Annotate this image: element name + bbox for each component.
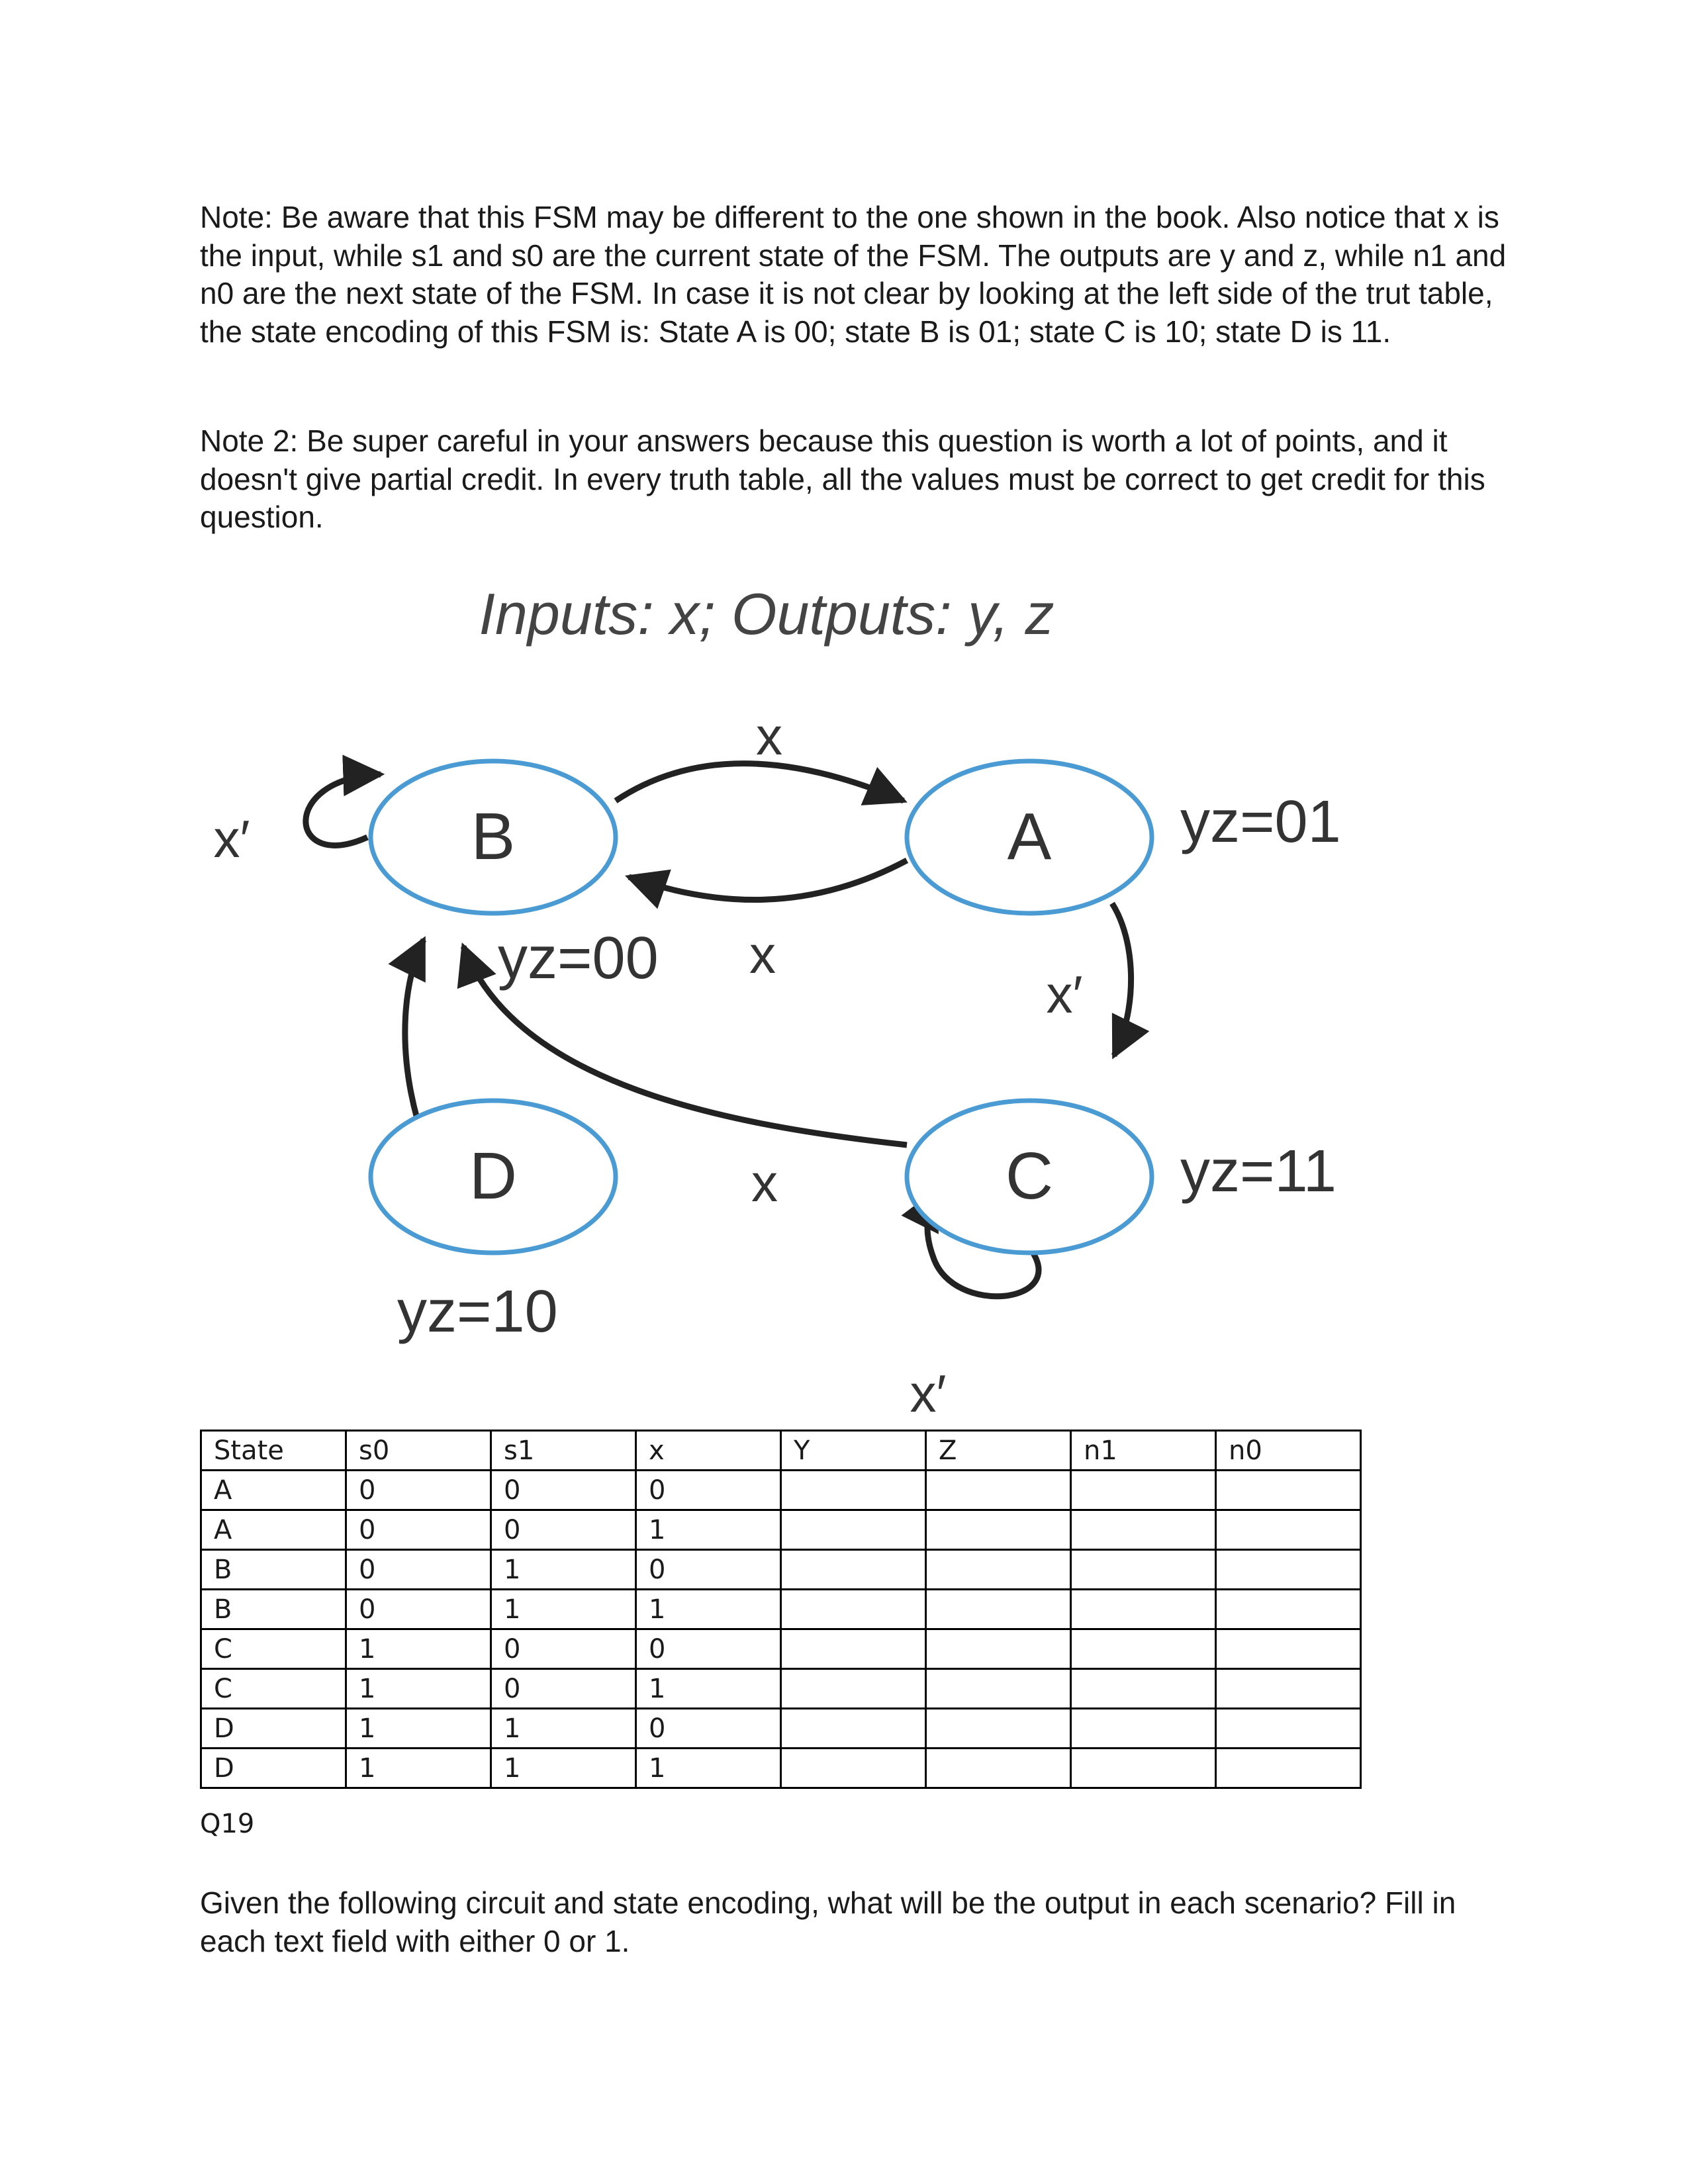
question-prompt [200, 1884, 1524, 1960]
cell-x: 1 [636, 1669, 781, 1709]
cell-x: 1 [636, 1590, 781, 1629]
cell-s0: 0 [346, 1471, 491, 1510]
state-c [907, 1101, 1152, 1253]
cell-n0[interactable] [1216, 1590, 1361, 1629]
cell-y[interactable] [781, 1510, 926, 1550]
column-header-z: Z [926, 1431, 1071, 1471]
transition-label-c-to-b: x [751, 1154, 778, 1212]
cell-state: C [201, 1669, 346, 1709]
cell-state: B [201, 1590, 346, 1629]
cell-n1[interactable] [1071, 1590, 1216, 1629]
state-d [371, 1101, 616, 1253]
cell-n1[interactable] [1071, 1669, 1216, 1709]
cell-y[interactable] [781, 1471, 926, 1510]
cell-s1: 1 [491, 1590, 636, 1629]
table-row [201, 1749, 1361, 1788]
output-label-b: yz=00 [498, 925, 659, 991]
output-label-d: yz=10 [397, 1279, 558, 1345]
cell-state: A [201, 1471, 346, 1510]
column-header-state: State [201, 1431, 346, 1471]
cell-state: A [201, 1510, 346, 1550]
cell-z[interactable] [926, 1709, 1071, 1749]
cell-y[interactable] [781, 1550, 926, 1590]
cell-x: 0 [636, 1550, 781, 1590]
column-header-y: Y [781, 1431, 926, 1471]
table-row [201, 1471, 1361, 1510]
state-a-label: A [1007, 799, 1052, 874]
cell-y[interactable] [781, 1749, 926, 1788]
cell-s1: 0 [491, 1510, 636, 1550]
cell-n1[interactable] [1071, 1749, 1216, 1788]
cell-x: 1 [636, 1749, 781, 1788]
cell-x: 1 [636, 1510, 781, 1550]
note-1-text: Note: Be aware that this FSM may be different to the one shown in the book. Also notice that x is the input, while s1 and s0 are the current state of the FSM. The outputs are y and z, while n1 and n0 are the next state of the FSM. In case it is not clear by looking at the left side of the trut table, the state encoding of this FSM is: State A is 00; state B is 01; state C is 10; state D is 11. [200, 200, 1507, 349]
cell-z[interactable] [926, 1510, 1071, 1550]
cell-s1: 0 [491, 1669, 636, 1709]
cell-x: 0 [636, 1709, 781, 1749]
column-header-s0: s0 [346, 1431, 491, 1471]
cell-n1[interactable] [1071, 1471, 1216, 1510]
state-c-label: C [1005, 1139, 1054, 1213]
cell-n0[interactable] [1216, 1550, 1361, 1590]
table-row [201, 1550, 1361, 1590]
cell-s0: 0 [346, 1590, 491, 1629]
cell-n0[interactable] [1216, 1629, 1361, 1669]
cell-z[interactable] [926, 1550, 1071, 1590]
cell-s0: 1 [346, 1629, 491, 1669]
cell-n0[interactable] [1216, 1709, 1361, 1749]
cell-s1: 0 [491, 1629, 636, 1669]
question-number: Q19 [200, 1809, 255, 1839]
cell-n0[interactable] [1216, 1471, 1361, 1510]
cell-state: B [201, 1550, 346, 1590]
cell-n1[interactable] [1071, 1510, 1216, 1550]
cell-s1: 1 [491, 1550, 636, 1590]
cell-z[interactable] [926, 1471, 1071, 1510]
transition-b-to-a [616, 764, 904, 801]
table-row [201, 1709, 1361, 1749]
cell-y[interactable] [781, 1590, 926, 1629]
cell-s0: 1 [346, 1669, 491, 1709]
output-label-a: yz=01 [1180, 789, 1341, 855]
transition-label-b-to-a: x [756, 707, 782, 766]
note-1 [200, 199, 1524, 351]
cell-z[interactable] [926, 1629, 1071, 1669]
diagram-title: Inputs: x; Outputs: y, z [479, 581, 1055, 647]
cell-state: D [201, 1749, 346, 1788]
transition-label-a-to-c: x′ [1046, 965, 1083, 1024]
column-header-n0: n0 [1216, 1431, 1361, 1471]
column-header-n1: n1 [1071, 1431, 1216, 1471]
cell-z[interactable] [926, 1749, 1071, 1788]
state-b [371, 761, 616, 913]
fsm-state-diagram [0, 556, 1688, 1430]
cell-x: 0 [636, 1629, 781, 1669]
note-2 [200, 422, 1524, 537]
table-row [201, 1629, 1361, 1669]
cell-s1: 0 [491, 1471, 636, 1510]
note-2-text: Note 2: Be super careful in your answers because this question is worth a lot of points, and it doesn't give partial credit. In every truth table, all the values must be correct to get credit for this question. [200, 424, 1485, 534]
truth-table [200, 1430, 1362, 1789]
column-header-s1: s1 [491, 1431, 636, 1471]
cell-state: C [201, 1629, 346, 1669]
cell-n1[interactable] [1071, 1550, 1216, 1590]
question-text: Given the following circuit and state encoding, what will be the output in each scenario? Fill in each text field with either 0 or 1. [200, 1886, 1456, 1958]
table-row [201, 1590, 1361, 1629]
column-header-x: x [636, 1431, 781, 1471]
cell-n0[interactable] [1216, 1669, 1361, 1709]
state-b-label: B [471, 799, 516, 874]
transition-a-to-b [629, 860, 907, 900]
table-row [201, 1669, 1361, 1709]
truth-table-header-row [201, 1431, 1361, 1471]
state-a [907, 761, 1152, 913]
cell-s1: 1 [491, 1709, 636, 1749]
cell-s1: 1 [491, 1749, 636, 1788]
cell-s0: 0 [346, 1550, 491, 1590]
transition-a-to-c [1112, 903, 1131, 1056]
cell-y[interactable] [781, 1709, 926, 1749]
cell-z[interactable] [926, 1590, 1071, 1629]
output-label-c: yz=11 [1180, 1138, 1336, 1205]
cell-z[interactable] [926, 1669, 1071, 1709]
transition-label-b-self: x′ [213, 809, 250, 868]
cell-s0: 1 [346, 1749, 491, 1788]
state-d-label: D [469, 1139, 518, 1213]
cell-x: 0 [636, 1471, 781, 1510]
transition-label-c-self: x′ [910, 1364, 947, 1423]
table-row [201, 1510, 1361, 1550]
cell-n1[interactable] [1071, 1709, 1216, 1749]
cell-y[interactable] [781, 1629, 926, 1669]
cell-n1[interactable] [1071, 1629, 1216, 1669]
cell-n0[interactable] [1216, 1749, 1361, 1788]
transition-label-a-to-b: x [749, 925, 776, 984]
cell-y[interactable] [781, 1669, 926, 1709]
cell-s0: 0 [346, 1510, 491, 1550]
cell-n0[interactable] [1216, 1510, 1361, 1550]
cell-s0: 1 [346, 1709, 491, 1749]
cell-state: D [201, 1709, 346, 1749]
transition-d-to-b [405, 940, 424, 1118]
